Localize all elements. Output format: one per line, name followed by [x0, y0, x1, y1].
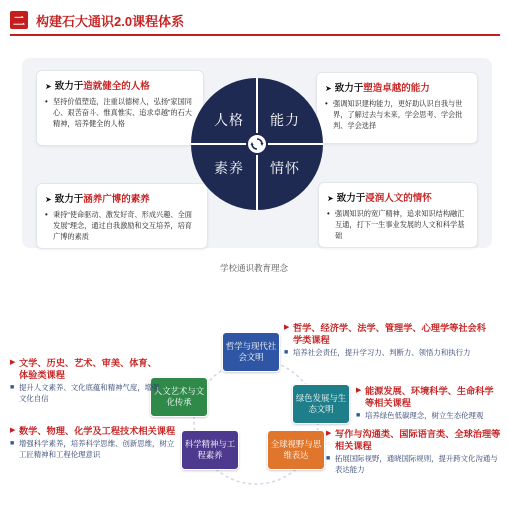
panel-caption: 学校通识教育理念 [219, 263, 288, 273]
card-title: ➤ 致力于浸润人文的情怀 [327, 193, 432, 204]
square-bullet-icon: ■ [10, 440, 15, 447]
desc-global: ▶ 写作与沟通类、国际语言类、全球治理等相关课程 ■ 拓展国际视野，通晓国际规则，提升跨文化沟通与表达能力 [326, 429, 501, 474]
cycle-icon [246, 133, 268, 155]
card-title: ➤ 致力于涵养广博的素养 [45, 194, 150, 205]
square-bullet-icon: ■ [284, 349, 289, 356]
arrow-icon: ➤ [325, 84, 332, 93]
quadrant-literacy: 素养 [214, 160, 244, 176]
arrow-icon: ➤ [45, 82, 52, 91]
square-bullet-icon: ■ [10, 384, 15, 391]
desc-philosophy: ▶ 哲学、经济学、法学、管理学、心理学等社会科学类课程 ■ 培养社会责任，提升学习力、判断力、领悟力和执行力 [284, 323, 486, 357]
triangle-icon: ▶ [356, 387, 362, 394]
card-literacy [36, 183, 208, 249]
quadrant-personality: 人格 [214, 112, 244, 128]
node-eco: 绿色发展与生态文明 [292, 384, 350, 424]
triangle-icon: ▶ [326, 430, 332, 437]
desc-humanities: ▶ 文学、历史、艺术、审美、体育、体验类课程 ■ 提升人文素养、文化底蕴和精神气度，增强文化自信 [10, 358, 160, 403]
triangle-icon: ▶ [10, 427, 16, 434]
bullet-icon: • [327, 209, 330, 218]
card-ability [316, 72, 478, 144]
arrow-icon: ➤ [45, 195, 52, 204]
desc-eco: ▶ 能源发展、环境科学、生命科学等相关课程 ■ 培养绿色低碳理念，树立生态伦理观 [356, 386, 494, 420]
triangle-icon: ▶ [10, 359, 16, 366]
card-body: • 强调知识的宽广精神，追求知识结构融汇互通，打下一生事业发展的人文和科学基础 [327, 209, 465, 240]
card-body: • 坚持价值塑造，注重以德树人，弘扬“家国同心、艰苦奋斗、惟真惟实、追求卓越”的石大精神，培养健全的人格 [45, 97, 192, 128]
node-science: 科学精神与工程素养 [181, 430, 239, 470]
bullet-icon: • [45, 97, 48, 106]
square-bullet-icon: ■ [326, 455, 331, 462]
section-title: 构建石大通识2.0课程体系 [36, 13, 185, 29]
bullet-icon: • [45, 210, 48, 219]
quadrant-sentiment: 情怀 [270, 160, 300, 176]
triangle-icon: ▶ [284, 324, 290, 331]
card-sentiment [318, 182, 478, 248]
node-humanities: 人文艺术与文化传承 [150, 377, 208, 417]
node-global: 全球视野与思维表达 [267, 430, 325, 470]
quadrant-ability: 能力 [270, 112, 300, 128]
square-bullet-icon: ■ [356, 412, 361, 419]
desc-math-science: ▶ 数学、物理、化学及工程技术相关课程 ■ 增强科学素养，培养科学思维、创新思维，树立工匠精神和工程伦理意识 [10, 426, 176, 459]
card-title: ➤ 致力于塑造卓越的能力 [325, 83, 430, 94]
card-body: • 强调知识建构能力，更好助认识自我与世界，了解过去与未来，学会思考、学会批判、学会选择 [325, 99, 463, 130]
node-philosophy: 哲学与现代社会文明 [222, 332, 280, 372]
section-header [10, 6, 500, 36]
card-body: • 秉持“使命驱动、激发好奇、形成兴趣、全面发展”理念，通过自我激励和交互培养，培育广博的素质 [45, 210, 192, 241]
section-number-badge: 二 [10, 11, 28, 29]
bullet-icon: • [325, 99, 328, 108]
card-personality [36, 70, 204, 146]
arrow-icon: ➤ [327, 194, 334, 203]
card-title: ➤ 致力于造就健全的人格 [45, 81, 150, 92]
